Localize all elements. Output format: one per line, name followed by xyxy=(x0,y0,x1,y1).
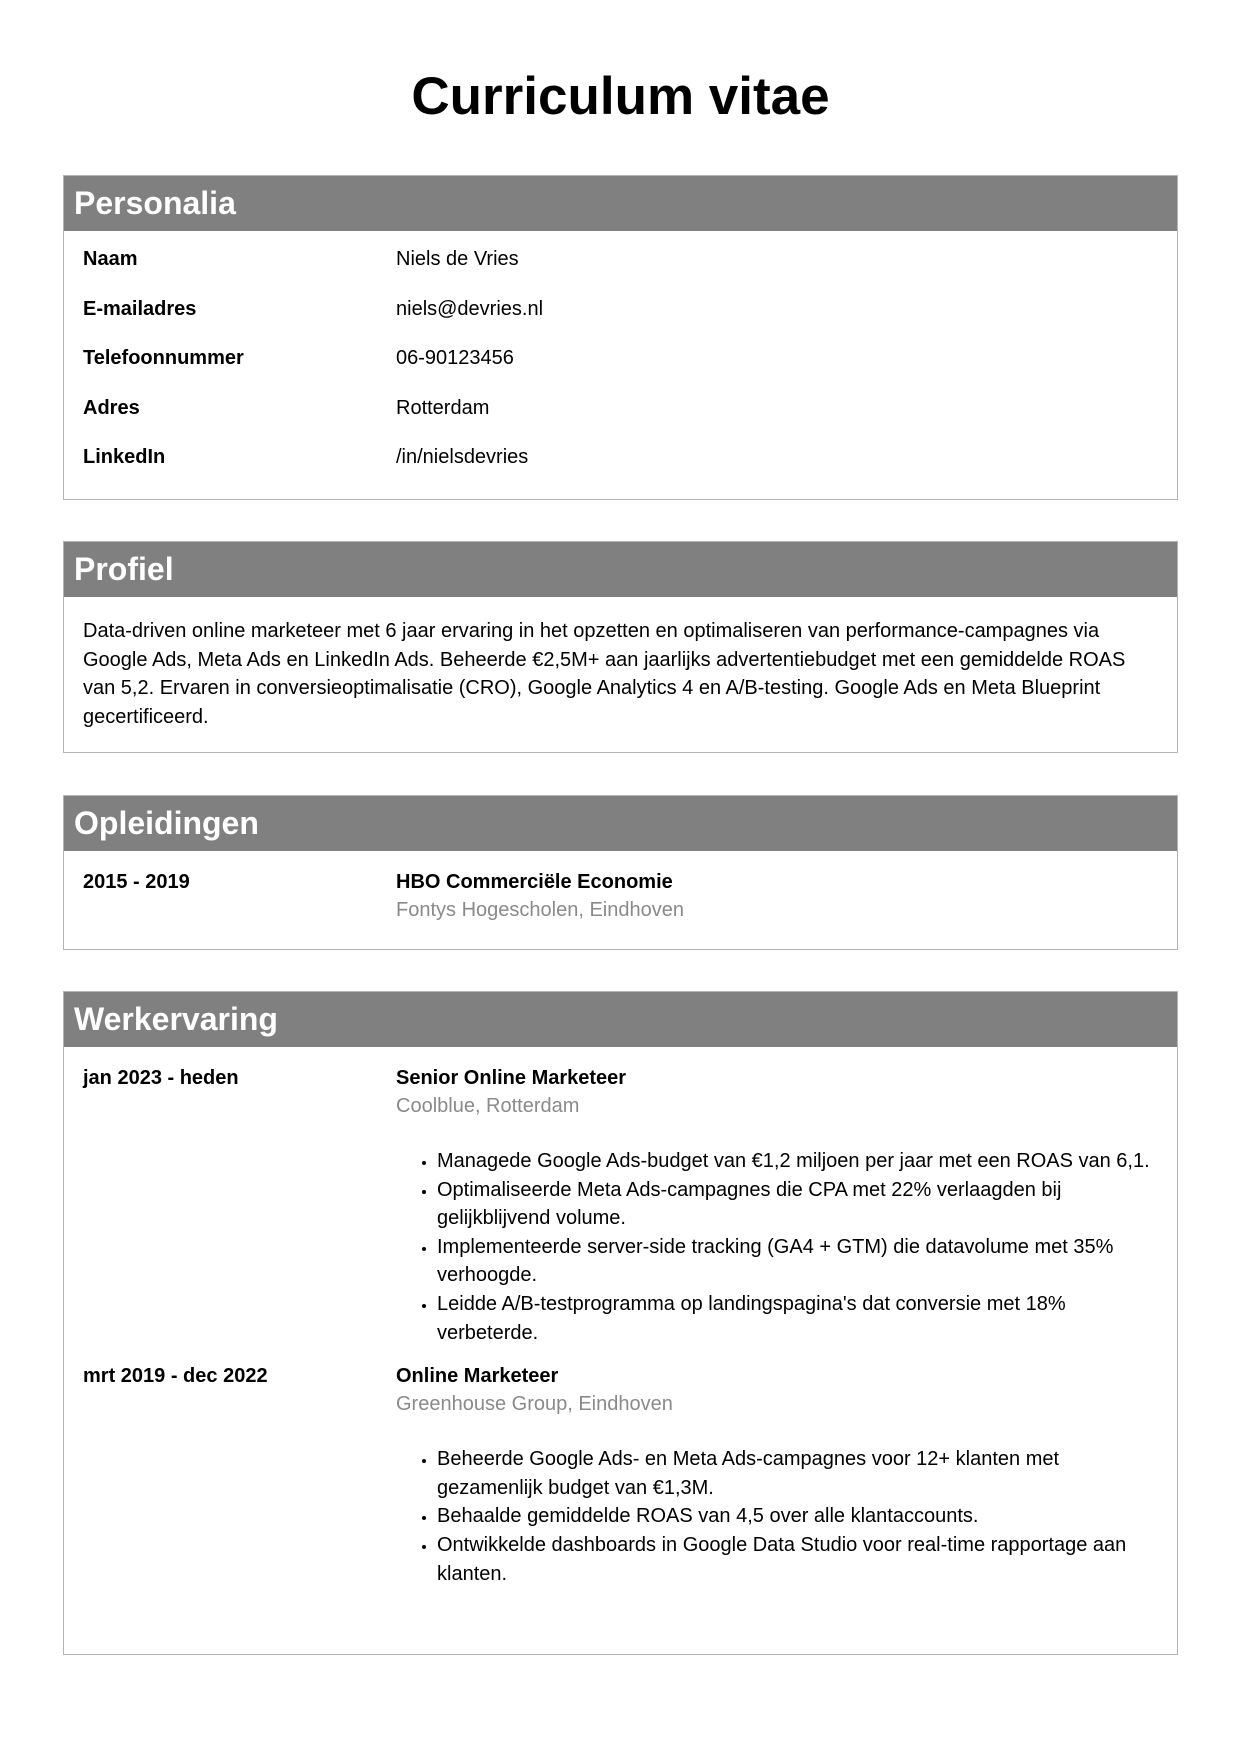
job-achievements xyxy=(396,1147,1159,1347)
job-title: Online Marketeer xyxy=(396,1365,559,1388)
job-achievements xyxy=(396,1445,1159,1588)
achievement-item: • Ontwikkelde dashboards in Google Data Studio voor real-time rapportage aan klanten. xyxy=(437,1531,1159,1588)
personalia-section xyxy=(63,175,1178,500)
field-value: Rotterdam xyxy=(396,396,490,419)
job-entry xyxy=(64,1064,1177,1347)
field-label: Adres xyxy=(83,396,140,419)
achievement-item: • Managede Google Ads-budget van €1,2 miljoen per jaar met een ROAS van 6,1. xyxy=(437,1147,1159,1176)
profiel-section xyxy=(63,541,1178,753)
profiel-header: Profiel xyxy=(64,542,1177,597)
field-label: Telefoonnummer xyxy=(83,347,244,369)
education-period: 2015 - 2019 xyxy=(83,871,190,893)
werkervaring-section xyxy=(63,991,1178,1655)
achievement-item: • Beheerde Google Ads- en Meta Ads-campagnes voor 12+ klanten met gezamenlijk budget van €1,3M. xyxy=(437,1445,1159,1502)
email-value: niels@devries.nl xyxy=(396,297,544,320)
achievement-item: • Implementeerde server-side tracking (GA4 + GTM) die datavolume met 35% verhoogde. xyxy=(437,1233,1159,1290)
education-institution: Fontys Hogescholen, Eindhoven xyxy=(396,899,684,921)
personalia-row-adres xyxy=(64,384,1177,434)
achievement-item: • Behaalde gemiddelde ROAS van 4,5 over alle klantaccounts. xyxy=(437,1502,1159,1531)
personalia-header: Personalia xyxy=(64,176,1177,231)
personalia-row-telefoon xyxy=(64,334,1177,384)
opleidingen-section xyxy=(63,795,1178,950)
personalia-row-naam xyxy=(64,235,1177,285)
opleidingen-header: Opleidingen xyxy=(64,796,1177,851)
field-label: E-mailadres xyxy=(83,297,197,320)
education-title: HBO Commerciële Economie xyxy=(396,871,673,893)
job-employer: Greenhouse Group, Eindhoven xyxy=(396,1393,673,1416)
personalia-row-linkedin xyxy=(64,433,1177,483)
achievement-item: • Leidde A/B-testprogramma op landingspagina's dat conversie met 18% verbeterde. xyxy=(437,1290,1159,1347)
field-value: 06-90123456 xyxy=(396,347,514,369)
linkedin-value: /in/nielsdevries xyxy=(396,446,529,468)
field-value: Niels de Vries xyxy=(396,248,519,270)
job-entry xyxy=(64,1362,1177,1588)
field-label: Naam xyxy=(83,248,138,270)
page-title: Curriculum vitae xyxy=(411,67,830,126)
werkervaring-header: Werkervaring xyxy=(64,992,1177,1047)
education-entry xyxy=(64,868,1177,924)
job-period: mrt 2019 - dec 2022 xyxy=(83,1365,268,1388)
job-employer: Coolblue, Rotterdam xyxy=(396,1095,580,1117)
profile-text: Data-driven online marketeer met 6 jaar ervaring in het opzetten en optimaliseren van performance-campagnes via Google Ads, Meta Ads en LinkedIn Ads. Beheerde €2,5M+ aan jaarlijks advertentiebudget met een gemiddelde ROAS van 5,2. Ervaren in conversieoptimalisatie (CRO), Google Analytics 4 en A/B-testing. Google Ads en Meta Blueprint gecertificeerd. xyxy=(83,620,1126,728)
job-title: Senior Online Marketeer xyxy=(396,1067,627,1089)
field-label: LinkedIn xyxy=(83,446,166,468)
job-period: jan 2023 - heden xyxy=(83,1067,239,1089)
personalia-row-email xyxy=(64,285,1177,335)
achievement-item: • Optimaliseerde Meta Ads-campagnes die CPA met 22% verlaagden bij gelijkblijvend volume. xyxy=(437,1176,1159,1233)
